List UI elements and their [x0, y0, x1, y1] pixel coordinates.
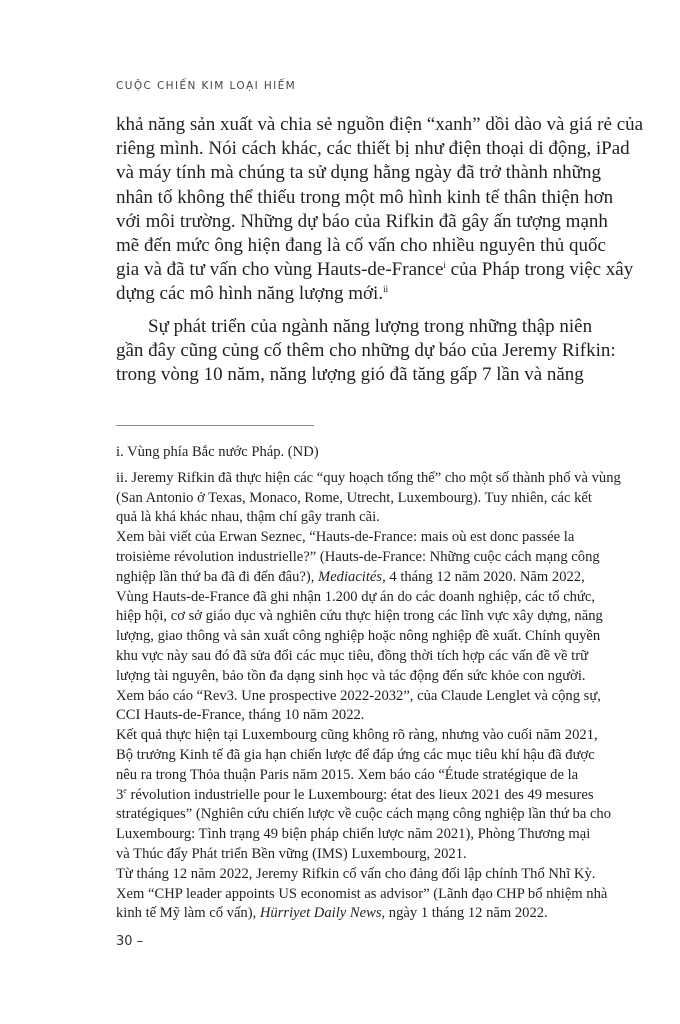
text-line: troisième révolution industrielle?” (Hauts-de-France: Những cuộc cách mạng công [116, 548, 600, 565]
footnote-ii-para-4 [116, 865, 608, 924]
footnotes [116, 443, 621, 924]
body-text [116, 113, 644, 387]
text-segment: nghiệp lần thứ ba đã đi đến đâu?), [116, 568, 315, 585]
publication-title: Mediacités [318, 568, 383, 585]
text-line [116, 904, 568, 924]
text-line: quả là khá khác nhau, thậm chí gây tranh cãi. [116, 509, 380, 526]
text-line: lượng tài nguyên, bảo tồn đa dạng sinh học và tác động đến sức khỏe con người. [116, 667, 586, 684]
text-line: Xem “CHP leader appoints US economist as advisor” (Lãnh đạo CHP bổ nhiệm nhà [116, 885, 608, 902]
text-line: và máy tính mà chúng ta sử dụng hằng ngày đã trở thành những [116, 162, 601, 184]
footnote-ii-para-3 [116, 726, 612, 865]
text-line: và Thúc đẩy Phát triển Bền vững (IMS) Luxembourg, 2021. [116, 845, 467, 862]
text-line [116, 282, 568, 306]
footnote-ii [116, 469, 621, 528]
footnote-ref-ii[interactable]: ii [383, 284, 389, 295]
text-segment: dựng các mô hình năng lượng mới. [116, 283, 384, 305]
text-line: nêu ra trong Thỏa thuận Paris năm 2015. Xem báo cáo “Étude stratégique de la [116, 766, 579, 783]
publication-title: Hürriyet Daily News [259, 905, 382, 922]
paragraph-2 [116, 315, 616, 388]
text-line: ii. Jeremy Rifkin đã thực hiện các “quy hoạch tổng thể” cho một số thành phố và vùng [116, 469, 621, 486]
text-line: Kết quả thực hiện tại Luxembourg cũng không rõ ràng, nhưng vào cuối năm 2021, [116, 727, 598, 744]
text-line [116, 568, 585, 588]
text-line: Bộ trưởng Kinh tế đã gia hạn chiến lược để đáp ứng các mục tiêu khí hậu đã được [116, 746, 595, 763]
text-line: trong vòng 10 năm, năng lượng gió đã tăng gấp 7 lần và năng [116, 364, 584, 386]
text-line: Từ tháng 12 năm 2022, Jeremy Rifkin cố vấn cho đảng đối lập chính Thổ Nhĩ Kỳ. [116, 865, 596, 882]
text-segment: , ngày 1 tháng 12 năm 2022. [381, 905, 548, 922]
text-segment: 3 [116, 786, 124, 803]
page-number: 30 – [116, 934, 144, 949]
footnote-i [116, 443, 568, 463]
text-line: (San Antonio ở Texas, Monaco, Rome, Utrecht, Luxembourg). Tuy nhiên, các kết [116, 489, 592, 506]
text-line: hiệp hội, cơ sở giáo dục và nghiên cứu thực hiện trong các lĩnh vực xây dựng, năng [116, 608, 603, 625]
text-line: Luxembourg: Tình trạng 49 biện pháp chiến lược năm 2021), Phòng Thương mại [116, 826, 591, 843]
text-line: khu vực này sau đó đã sửa đổi các mục tiêu, đồng thời tích hợp các vấn đề về trữ [116, 647, 588, 664]
text-segment: gia và đã tư vấn cho vùng Hauts-de-France [116, 259, 444, 281]
text-segment: révolution industrielle pour le Luxembourg: état des lieux 2021 des 49 mesures [126, 786, 594, 803]
text-segment: kinh tế Mỹ làm cố vấn), [116, 905, 257, 922]
text-line: khả năng sản xuất và chia sẻ nguồn điện “xanh” dồi dào và giá rẻ của [116, 114, 644, 135]
running-head: CUỘC CHIẾN KIM LOẠI HIẾM [116, 80, 297, 92]
footnote-ii-para-2 [116, 528, 603, 726]
text-line: với môi trường. Những dự báo của Rifkin đã gây ấn tượng mạnh [116, 210, 608, 232]
ordinal-superscript: e [123, 785, 127, 795]
text-line: i. Vùng phía Bắc nước Pháp. (ND) [116, 444, 319, 460]
paragraph-1 [116, 113, 644, 307]
text-segment: của Pháp trong việc xây [450, 259, 634, 281]
text-line: Xem bài viết của Erwan Seznec, “Hauts-de-France: mais où est donc passée la [116, 529, 575, 546]
text-line: lượng, giao thông và sản xuất công nghiệp hoặc nông nghiệp đề xuất. Chính quyền [116, 628, 601, 645]
text-line: Sự phát triển của ngành năng lượng trong những thập niên [148, 315, 593, 337]
footnote-separator [116, 425, 314, 426]
text-line [116, 785, 594, 806]
text-line: riêng mình. Nói cách khác, các thiết bị như điện thoại di động, iPad [116, 138, 630, 160]
text-line: stratégiques” (Nghiên cứu chiến lược về cuộc cách mạng công nghiệp lần thứ ba cho [116, 806, 612, 823]
text-segment: , 4 tháng 12 năm 2020. Năm 2022, [382, 568, 585, 585]
text-line: Xem báo cáo “Rev3. Une prospective 2022-2032”, của Claude Lenglet và cộng sự, [116, 687, 601, 704]
text-line: CCI Hauts-de-France, tháng 10 năm 2022. [116, 707, 365, 724]
text-line: gần đây cũng củng cố thêm cho những dự báo của Jeremy Rifkin: [116, 339, 616, 361]
text-line [116, 258, 634, 282]
text-line: nhân tố không thể thiếu trong một mô hình kinh tế thân thiện hơn [116, 186, 614, 208]
footnote-ref-i[interactable]: i [443, 260, 446, 271]
text-line: Vùng Hauts-de-France đã ghi nhận 1.200 dự án do các doanh nghiệp, các tổ chức, [116, 588, 596, 605]
text-line: mẽ đến mức ông hiện đang là cố vấn cho nhiều nguyên thủ quốc [116, 235, 606, 257]
